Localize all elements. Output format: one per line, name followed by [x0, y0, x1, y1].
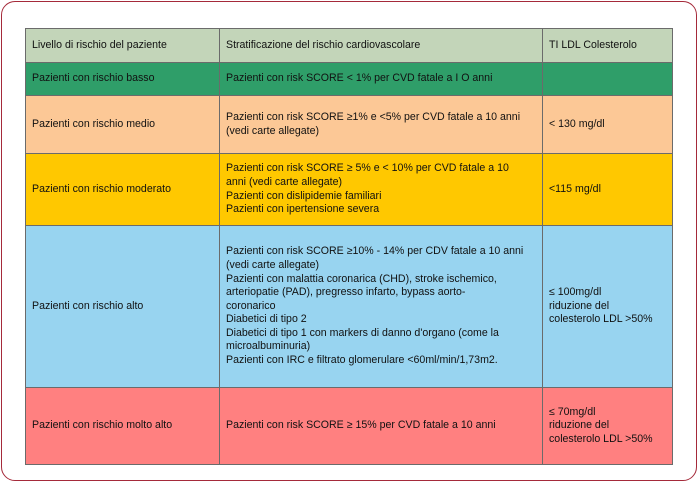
risk-level-cell: Pazienti con rischio moderato: [26, 154, 220, 226]
ldl-target-line: colesterolo LDL >50%: [549, 313, 653, 326]
table-row: [26, 96, 673, 154]
ldl-target-line: <115 mg/dl: [549, 182, 601, 195]
header-stratification: Stratificazione del rischio cardiovascolare: [220, 29, 543, 63]
ldl-target-line: colesterolo LDL >50%: [549, 432, 653, 445]
stratification-line: anni (vedi carte allegate): [226, 175, 343, 188]
stratification-line: Pazienti con malattia coronarica (CHD), stroke ischemico,: [226, 272, 497, 285]
stratification-line: coronarico: [226, 299, 276, 312]
ldl-target-cell: [543, 388, 673, 465]
stratification-cell: [220, 96, 543, 154]
stratification-line: Pazienti con risk SCORE < 1% per CVD fatale a I O anni: [226, 72, 493, 85]
ldl-target-cell: [543, 63, 673, 96]
stratification-line: Diabetici di tipo 1 con markers di danno d'organo (come la: [226, 326, 499, 339]
ldl-target-line: ≤ 70mg/dl: [549, 405, 596, 418]
risk-level-cell: Pazienti con rischio molto alto: [26, 388, 220, 465]
stratification-line: Pazienti con risk SCORE ≥ 5% e < 10% per CVD fatale a 10: [226, 162, 509, 175]
stratification-line: Diabetici di tipo 2: [226, 313, 307, 326]
risk-level-cell: Pazienti con rischio alto: [26, 226, 220, 388]
stratification-line: Pazienti con dislipidemie familiari: [226, 189, 382, 202]
table-row: [26, 226, 673, 388]
stratification-cell: [220, 226, 543, 388]
stratification-line: Pazienti con IRC e filtrato glomerulare <60ml/min/1,73m2.: [226, 354, 498, 367]
table-row: [26, 154, 673, 226]
stratification-line: Pazienti con risk SCORE ≥10% - 14% per CDV fatale a 10 anni: [226, 245, 524, 258]
ldl-target-line: riduzione del: [549, 299, 610, 312]
risk-level-cell: Pazienti con rischio basso: [26, 63, 220, 96]
stratification-line: microalbuminuria): [226, 340, 311, 353]
stratification-line: arteriopatie (PAD), pregresso infarto, bypass aorto-: [226, 286, 466, 299]
table-row: [26, 63, 673, 96]
stratification-cell: [220, 154, 543, 226]
stratification-line: (vedi carte allegate): [226, 258, 320, 271]
stratification-line: Pazienti con risk SCORE ≥1% e <5% per CVD fatale a 10 anni: [226, 110, 521, 123]
ldl-target-line: riduzione del: [549, 419, 610, 432]
table-row: [26, 388, 673, 465]
risk-level-cell: Pazienti con rischio medio: [26, 96, 220, 154]
ldl-target-cell: [543, 96, 673, 154]
risk-table: [25, 28, 673, 465]
table-header-row: [26, 29, 673, 63]
stratification-line: Pazienti con risk SCORE ≥ 15% per CVD fatale a 10 anni: [226, 419, 496, 432]
stratification-line: Pazienti con ipertensione severa: [226, 203, 380, 216]
ldl-target-line: < 130 mg/dl: [549, 117, 605, 130]
ldl-target-cell: [543, 154, 673, 226]
stratification-line: (vedi carte allegate): [226, 124, 320, 137]
stratification-cell: [220, 63, 543, 96]
header-risk-level: Livello di rischio del paziente: [26, 29, 220, 63]
ldl-target-line: ≤ 100mg/dl: [549, 286, 602, 299]
header-ldl-target: TI LDL Colesterolo: [543, 29, 673, 63]
stratification-cell: [220, 388, 543, 465]
ldl-target-cell: [543, 226, 673, 388]
